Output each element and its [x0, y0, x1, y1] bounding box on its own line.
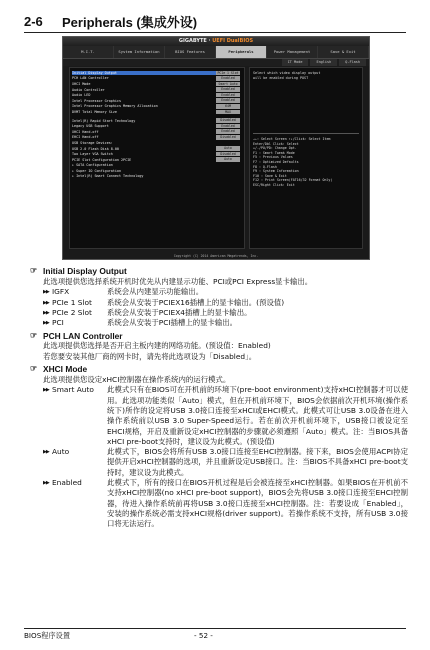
bios-screenshot	[62, 36, 370, 260]
option-item	[30, 447, 408, 478]
bios-setting-label: DVMT Total Memory Size	[72, 109, 117, 114]
bios-setting-label: ▸ Intel(R) Smart Connect Technology	[72, 174, 144, 179]
option-description: 系统会从安装于PCIEX16插槽上的显卡输出。(预设值)	[107, 297, 285, 307]
bios-setting-row[interactable]	[72, 168, 242, 174]
bios-brand	[63, 37, 369, 46]
option-name	[43, 385, 107, 447]
setting-heading	[30, 266, 408, 277]
bios-setting-row[interactable]	[72, 118, 242, 124]
bios-setting-value[interactable]: Disabled	[216, 152, 240, 157]
sub-it-mode[interactable]: IT Mode	[282, 59, 309, 66]
setting-description: 此选项提供您选择是否开启主板内建的网络功能。(预设值：Enabled)	[43, 341, 271, 351]
setting-title: PCH LAN Controller	[43, 330, 123, 341]
tab-save-exit[interactable]: Save & Exit	[318, 46, 369, 58]
bios-setting-value[interactable]: Enabled	[216, 129, 240, 134]
double-arrow-icon: ▶▶	[43, 387, 49, 394]
option-description: 系统会从安装于PCI插槽上的显卡输出。	[107, 318, 238, 328]
tab-bios-features[interactable]: BIOS Features	[165, 46, 216, 58]
bios-key-hint: F7 : Optimized Defaults	[253, 159, 299, 164]
option-description: 系统会从内建显示功能输出。	[107, 287, 204, 297]
page-number: - 52 -	[194, 631, 213, 640]
bios-setting-label: ▸ SATA Configuration	[72, 163, 113, 168]
bios-setting-row[interactable]	[72, 174, 242, 180]
bios-setting-label: Legacy USB Support	[72, 124, 109, 129]
bios-setting-label: Intel Processor Graphics	[72, 98, 121, 103]
bios-setting-label: PCIE Slot Configuration 2PCIE	[72, 157, 132, 162]
tab-power-management[interactable]: Power Management	[267, 46, 318, 58]
option-name-text: IGFX	[52, 287, 70, 297]
footer-chapter: BIOS程序设置	[24, 631, 71, 640]
page-footer	[24, 628, 406, 641]
double-arrow-icon: ▶▶	[43, 309, 49, 316]
bios-setting-value[interactable]: Enabled	[216, 76, 240, 81]
setting-heading	[30, 330, 408, 341]
bios-setting-row[interactable]	[72, 81, 242, 87]
bios-key-hint: F12 : Print Screen(FAT16/32 Format Only)	[253, 178, 333, 183]
help-line: will be enabled during POST	[253, 76, 309, 80]
bios-setting-row[interactable]	[72, 135, 242, 141]
option-item	[30, 385, 408, 447]
bios-setting-value[interactable]: Enabled	[216, 87, 240, 92]
option-item	[30, 308, 408, 318]
bios-setting-label: ▸ Super IO Configuration	[72, 168, 121, 173]
option-item	[30, 318, 408, 328]
bios-settings-list	[69, 67, 245, 249]
bios-setting-label: USB 2.0 Flash Disk 8.00	[72, 146, 119, 151]
bios-setting-row[interactable]	[72, 109, 242, 115]
bios-setting-value[interactable]: Auto	[216, 157, 240, 162]
option-description: 此模式下，BIOS会将所有USB 3.0接口连接至EHCI控制器。接下来，BIOS会使用ACPI协定提供开启xHCI控制器的选项，并且重新设定USB接口。注：当BIOS不具备xHCI pre-boot支持时，建议设为此模式。	[107, 447, 408, 477]
bios-setting-value[interactable]: Enabled	[216, 93, 240, 98]
bios-setting-row[interactable]	[72, 151, 242, 157]
pointing-hand-icon: ☞	[30, 266, 38, 276]
tab-mit[interactable]: M.I.T.	[63, 46, 114, 58]
bios-setting-value[interactable]: MAX	[216, 110, 240, 115]
bios-setting-row[interactable]	[72, 98, 242, 104]
bios-key-hint: →←: Select Screen ↑↓/Click: Select Item	[253, 137, 331, 141]
bios-setting-row[interactable]	[72, 92, 242, 98]
setting-description: 若您要安装其他厂商的网卡时，请先将此选项设为「Disabled」。	[43, 351, 257, 361]
bios-setting-label: Intel(R) Rapid Start Technology	[72, 118, 136, 123]
bios-key-hint: F10 : Save & Exit	[253, 173, 287, 178]
bios-setting-value[interactable]: Disabled	[216, 135, 240, 140]
option-name-text: Enabled	[52, 478, 82, 488]
option-description: 此模式下，所有的接口在BIOS开机过程是后会被连接至xHCI控制器。如果BIOS在开机前不支持xHCI控制器(no xHCI pre-boot support)，BIOS会先将USB 3.0接口连接至EHCI控制器，待进入操作系统前再将USB 3.0接口连接至xHCI控制器。注：若要设成「Enabled」，安装的操作系统必需支持xHCI规格(driver support)。若操作系统不支持，所有USB 3.0接口将无法运行。	[107, 478, 408, 529]
option-name-text: PCIe 2 Slot	[52, 307, 92, 317]
bios-key-hint: Enter/Dbl Click: Select	[253, 141, 299, 146]
bios-key-hint: F5 : Previous Values	[253, 155, 293, 160]
option-description: 此模式只有在BIOS可在开机前的环境下(pre-boot environment)支持xHCI控制器才可以使用。此选项功能类似「Auto」模式，但在开机前环境下，BIOS会依据前次开机环境(操作系统下)所作的设定将USB 3.0接口连接至xHCI或EHCI模式。此模式可让USB 3.0设备在进入操作系统前以USB 3.0 Super-Speed运行。若在前次开机前环境下，USB接口被设定至EHCI规格，开启及重新设定xHCI控制器的步骤就必须遵照「Auto」模式。注：当BIOS具备xHCI pre-boot支持时，建议设为此模式。(预设值)	[107, 385, 408, 446]
bios-copyright: Copyright (C) 2014 American Megatrends, Inc.	[173, 254, 259, 258]
bios-setting-row[interactable]	[72, 87, 242, 93]
option-name	[43, 318, 107, 328]
help-divider	[253, 133, 359, 134]
section-spacer	[30, 530, 408, 532]
setting-description: 此选项提供您设定xHCI控制器在操作系统内的运行模式。	[43, 375, 231, 385]
section-number: 2-6	[24, 13, 43, 29]
bios-key-hint: F8 : Q-Flash	[253, 164, 277, 169]
bios-setting-label: XHCI Hand-off	[72, 129, 99, 134]
option-name-text: PCIe 1 Slot	[52, 297, 92, 307]
setting-title: XHCI Mode	[43, 364, 88, 375]
bios-setting-row[interactable]	[72, 76, 242, 82]
option-name	[43, 298, 107, 308]
option-name	[43, 478, 107, 529]
setting-heading	[30, 364, 408, 375]
option-name	[43, 308, 107, 318]
bios-key-hint: F9 : System Information	[253, 169, 299, 174]
bios-setting-label: Audio LED	[72, 93, 91, 98]
bios-key-hint: +/-/PU/PD: Change Opt.	[253, 146, 297, 151]
sub-q-flash[interactable]: Q-Flash	[339, 59, 366, 66]
double-arrow-icon: ▶▶	[43, 320, 49, 327]
bios-setting-row[interactable]	[72, 146, 242, 152]
bios-key-legend	[253, 137, 359, 188]
option-name-text: PCI	[52, 318, 64, 328]
bios-setting-label: USB Storage Devices:	[72, 140, 113, 145]
tab-system-information[interactable]: System Information	[114, 46, 165, 58]
page-header	[24, 10, 406, 33]
bios-brand-uefi: UEFI DualBIOS	[212, 38, 254, 44]
bios-setting-label: EHCI Hand-off	[72, 135, 99, 140]
bios-key-hint: F1 : Smart Tweak Mode	[253, 150, 295, 155]
bios-setting-value[interactable]: Enabled	[216, 98, 240, 103]
bios-brand-name: GIGABYTE ·	[178, 38, 213, 44]
tab-peripherals[interactable]: Peripherals	[216, 46, 267, 58]
bios-setting-row[interactable]	[72, 104, 242, 110]
bios-setting-value[interactable]: Auto	[216, 146, 240, 151]
option-name-text: Smart Auto	[52, 385, 94, 395]
option-name-text: Auto	[52, 447, 70, 457]
manual-content	[30, 266, 408, 532]
bios-setting-value[interactable]: Smart Auto	[216, 82, 240, 87]
bios-sub-bar	[63, 59, 369, 66]
bios-help-panel	[249, 67, 363, 249]
bios-setting-label: Initial Display Output	[72, 71, 216, 75]
bios-setting-row[interactable]	[72, 70, 242, 76]
pointing-hand-icon: ☞	[30, 330, 38, 340]
bios-setting-value[interactable]: 64M	[216, 104, 240, 109]
bios-help-text	[253, 71, 359, 131]
setting-description: 此选项提供您选择系统开机时优先从内建显示功能、PCI或PCI Express显卡输出。	[43, 277, 313, 286]
bios-setting-label: Audio Controller	[72, 87, 105, 92]
bios-key-hint: ESC/Right Click: Exit	[253, 182, 295, 187]
setting-title: Initial Display Output	[43, 266, 127, 277]
double-arrow-icon: ▶▶	[43, 289, 49, 296]
pointing-hand-icon: ☞	[30, 364, 38, 374]
bios-setting-label: XHCI Mode	[72, 81, 91, 86]
option-name	[43, 447, 107, 478]
bios-setting-row[interactable]	[72, 129, 242, 135]
option-item	[30, 478, 408, 529]
bios-setting-value[interactable]: Enabled	[216, 124, 240, 129]
option-item	[30, 287, 408, 297]
option-name	[43, 287, 107, 297]
bios-setting-row[interactable]	[72, 157, 242, 163]
bios-setting-label: Intel Processor Graphics Memory Allocation	[72, 104, 158, 109]
bios-tab-bar	[63, 46, 369, 59]
section-title: Peripherals (集成外设)	[62, 14, 198, 30]
bios-setting-row[interactable]	[72, 123, 242, 129]
option-item	[30, 298, 408, 308]
bios-setting-label: PCH LAN Controller	[72, 76, 109, 81]
bios-setting-value[interactable]: PCIe 1 Slot	[217, 70, 239, 75]
sub-language[interactable]: English	[310, 59, 337, 66]
bios-setting-label: Two Layer VGA Switch	[72, 152, 113, 157]
double-arrow-icon: ▶▶	[43, 480, 49, 487]
bios-setting-row[interactable]	[72, 140, 242, 146]
double-arrow-icon: ▶▶	[43, 299, 49, 306]
bios-setting-row[interactable]	[72, 163, 242, 169]
option-description: 系统会从安装于PCIEX4插槽上的显卡输出。	[107, 307, 252, 317]
bios-setting-value[interactable]: Disabled	[216, 118, 240, 123]
help-line: Select which video display output	[253, 71, 321, 75]
double-arrow-icon: ▶▶	[43, 449, 49, 456]
